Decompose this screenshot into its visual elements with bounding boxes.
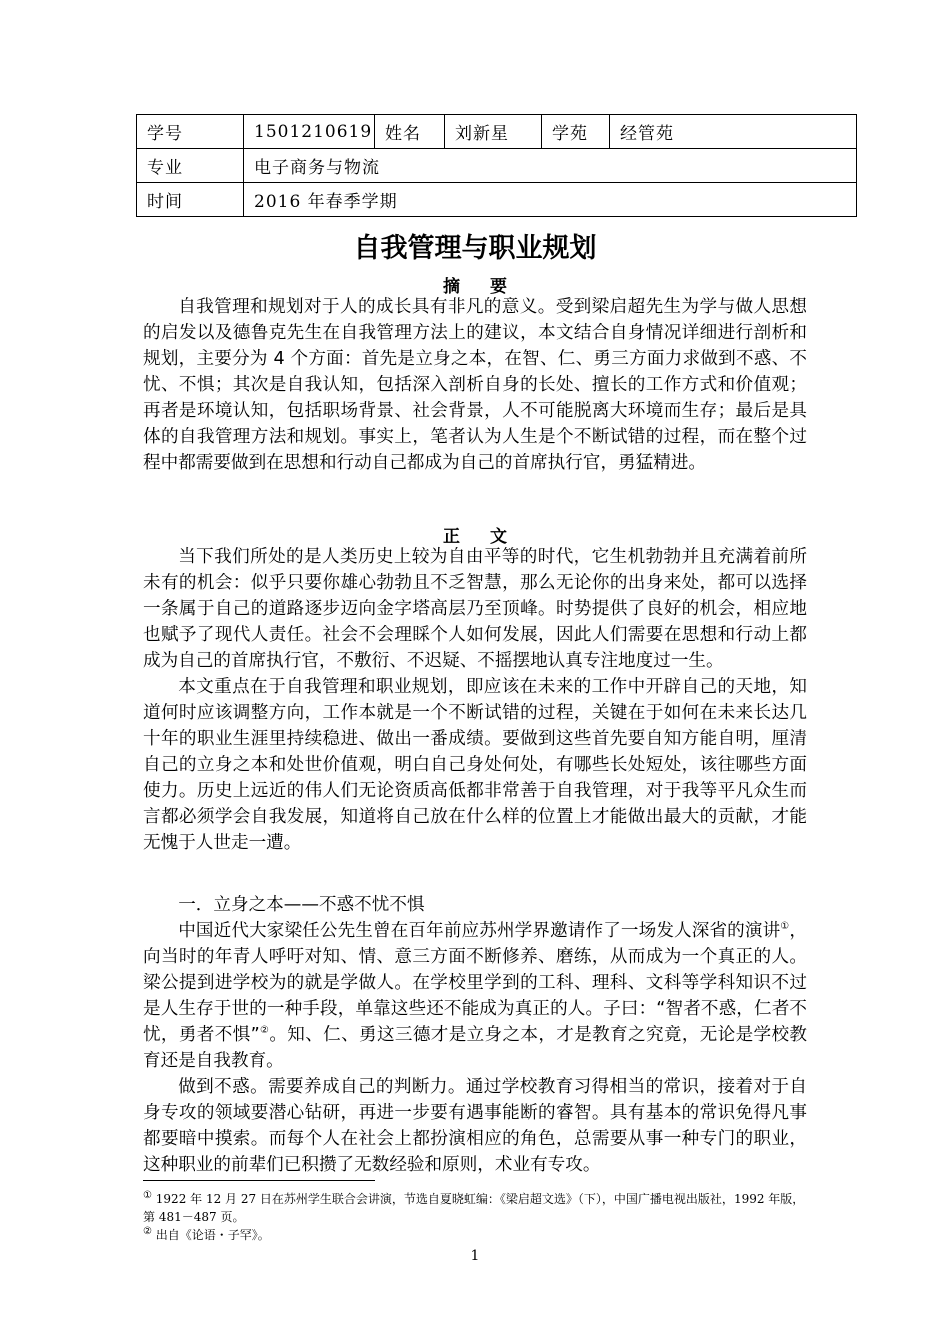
footnote-ref-1[interactable]: ①	[780, 921, 790, 933]
time-value: 2016 年春季学期	[244, 183, 857, 217]
footnote-1	[143, 1190, 807, 1226]
section-1-text-a: 中国近代大家梁任公先生曾在百年前应苏州学界邀请作了一场发人深省的演讲	[178, 921, 781, 941]
section-1-block	[143, 918, 807, 1178]
section-1-paragraph-1	[143, 918, 807, 1074]
footnotes	[143, 1190, 807, 1244]
body-block	[143, 544, 807, 856]
student-id-label: 学号	[137, 115, 244, 149]
body-paragraph-2: 本文重点在于自我管理和职业规划，即应该在未来的工作中开辟自己的天地，知道何时应该调整方向，工作本就是一个不断试错的过程，关键在于如何在未来长达几十年的职业生涯里持续稳进、做出一番成绩。要做到这些首先要自知方能自明，厘清自己的立身之本和处世价值观，明白自己身处何处，有哪些长处短处，该往哪些方面使力。历史上远近的伟人们无论资质高低都非常善于自我管理，对于我等平凡众生而言都必须学会自我发展，知道将自己放在什么样的位置上才能做出最大的贡献，才能无愧于人世走一遭。	[143, 677, 807, 853]
name-value: 刘新星	[445, 115, 542, 149]
footnote-divider	[143, 1180, 375, 1181]
name-label: 姓名	[375, 115, 445, 149]
abstract-block	[143, 294, 807, 476]
college-label: 学苑	[542, 115, 610, 149]
table-row	[137, 183, 857, 217]
section-1-text-c: 。知、仁、勇这三德才是立身之本，才是教育之究竟，无论是学校教育还是自我教育。	[143, 1025, 808, 1071]
footnote-text: 1922 年 12 月 27 日在苏州学生联合会讲演，节选自夏晓虹编：《梁启超文选》（下），中国广播电视出版社，1992 年版，第 481－487 页。	[143, 1192, 805, 1224]
college-value: 经管苑	[610, 115, 857, 149]
time-label: 时间	[137, 183, 244, 217]
student-id-value: 1501210619	[244, 115, 375, 149]
major-label: 专业	[137, 149, 244, 183]
body-paragraph-1: 当下我们所处的是人类历史上较为自由平等的时代，它生机勃勃并且充满着前所未有的机会：似乎只要你雄心勃勃且不乏智慧，那么无论你的出身来处，都可以选择一条属于自己的道路逐步迈向金字塔高层乃至顶峰。时势提供了良好的机会，相应地也赋予了现代人责任。社会不会理睬个人如何发展，因此人们需要在思想和行动上都成为自己的首席执行官，不敷衍、不迟疑、不摇摆地认真专注地度过一生。	[143, 547, 807, 671]
section-1-paragraph-2: 做到不惑。需要养成自己的判断力。通过学校教育习得相当的常识，接着对于自身专攻的领域要潜心钻研，再进一步要有遇事能断的睿智。具有基本的常识免得凡事都要暗中摸索。而每个人在社会上都扮演相应的角色，总需要从事一种专门的职业，这种职业的前辈们已积攒了无数经验和原则，术业有专攻。	[143, 1077, 807, 1175]
abstract-heading: 摘要	[443, 277, 537, 297]
table-row	[137, 115, 857, 149]
abstract-text: 自我管理和规划对于人的成长具有非凡的意义。受到梁启超先生为学与做人思想的启发以及德鲁克先生在自我管理方法上的建议，本文结合自身情况详细进行剖析和规划，主要分为 4 个方面：首先是立身之本，在智、仁、勇三方面力求做到不惑、不忧、不惧；其次是自我认知，包括深入剖析自身的长处、擅长的工作方式和价值观；再者是环境认知，包括职场背景、社会背景，人不可能脱离大环境而生存；最后是具体的自我管理方法和规划。事实上，笔者认为人生是个不断试错的过程，而在整个过程中都需要做到在思想和行动自己都成为自己的首席执行官，勇猛精进。	[143, 297, 807, 473]
footnote-ref-2[interactable]: ②	[259, 1025, 270, 1037]
section-1-heading: 一．立身之本——不惑不忧不惧	[178, 895, 425, 915]
table-row	[137, 149, 857, 183]
body-heading: 正文	[443, 527, 537, 547]
page-number: 1	[470, 1248, 480, 1264]
footnote-text: 出自《论语・子罕》。	[151, 1228, 270, 1242]
document-title: 自我管理与职业规划	[353, 233, 597, 264]
major-value: 电子商务与物流	[244, 149, 857, 183]
footnote-2	[143, 1226, 807, 1244]
student-info-table	[136, 114, 857, 217]
footnote-mark: ②	[143, 1226, 152, 1237]
section-1-text-b: ，向当时的年青人呼吁对知、情、意三方面不断修养、磨练，从而成为一个真正的人。梁公提到进学校为的就是学做人。在学校里学到的工科、理科、文科等学科知识不过是人生存于世的一种手段，单靠这些还不能成为真正的人。子曰：“智者不惑，仁者不忧，勇者不惧”	[143, 921, 807, 1045]
footnote-mark: ①	[143, 1190, 152, 1201]
